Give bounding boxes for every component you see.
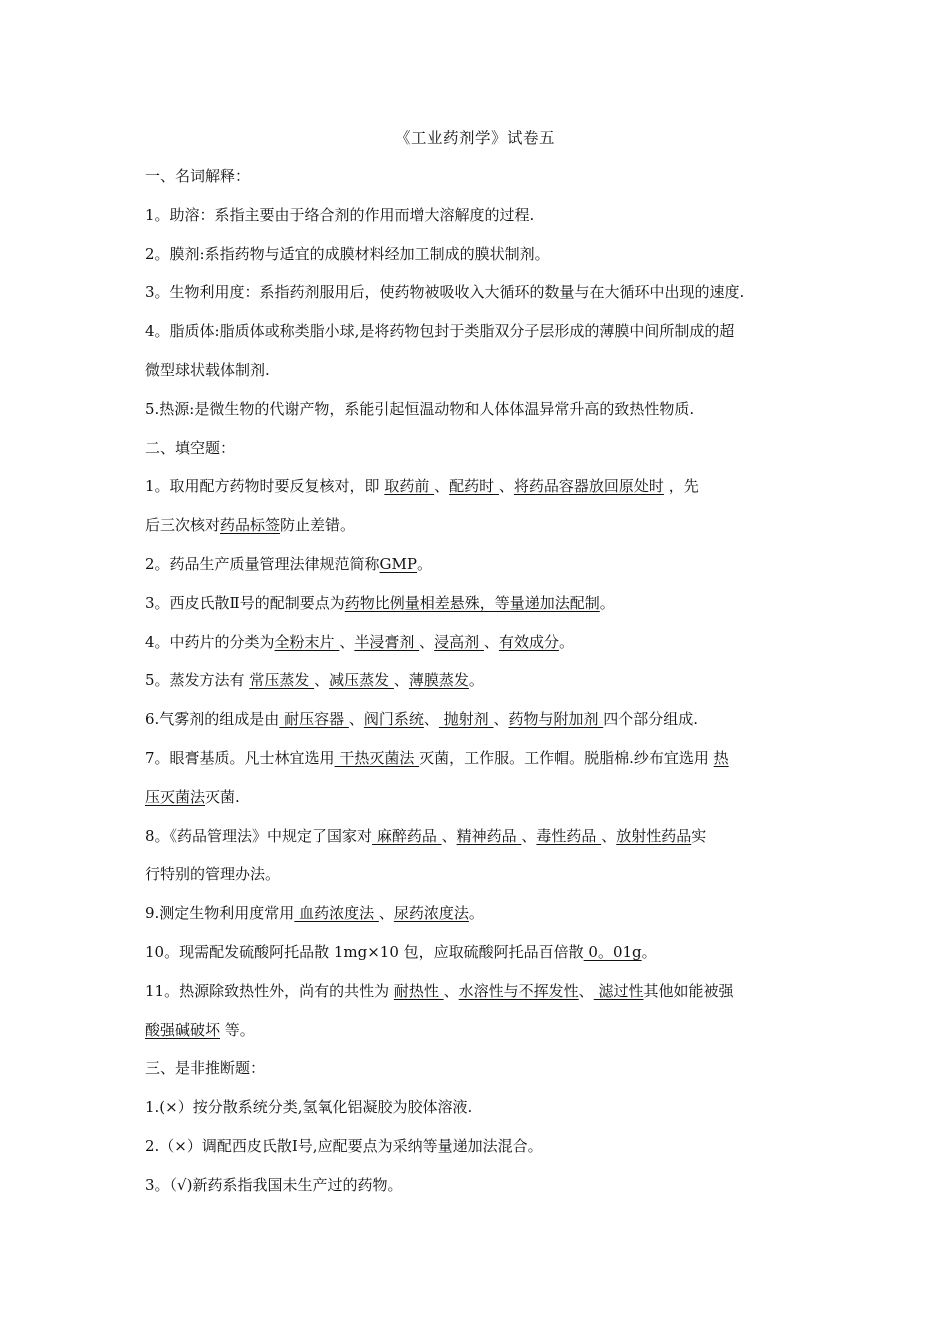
- fill-question-11: [145, 979, 815, 1018]
- document-body: [145, 164, 815, 1212]
- question-text: 、: [339, 632, 355, 651]
- answer-blank: 毒性药品: [536, 826, 602, 845]
- answer-blank: 取药前: [384, 477, 435, 496]
- definition-item: 4。脂质体:脂质体或称类脂小球,是将药物包封于类脂双分子层形成的薄膜中间所制成的超: [145, 322, 735, 341]
- question-text: 、: [423, 710, 439, 729]
- answer-blank: 麻醉药品: [372, 826, 442, 845]
- question-text: 等。: [220, 1020, 255, 1039]
- answer-blank: 精神药品: [456, 826, 522, 845]
- judgment-item: 3。（√)新药系指我国未生产过的药物。: [145, 1175, 403, 1194]
- question-text: 5。蒸发方法有: [145, 671, 250, 690]
- fill-question-5: [145, 668, 815, 707]
- question-text: 。: [468, 904, 484, 923]
- question-text: 灭菌.: [205, 787, 240, 806]
- answer-blank: 有效成分: [498, 632, 559, 651]
- question-text: 四个部分组成.: [603, 710, 699, 729]
- definition-item: 1。助溶：系指主要由于络合剂的作用而增大溶解度的过程.: [145, 205, 535, 224]
- definition-item-continued: 微型球状载体制剂.: [145, 360, 270, 379]
- answer-blank: 滤过性: [593, 981, 644, 1000]
- answer-blank: 抛射剂: [438, 710, 494, 729]
- fill-question-3: [145, 591, 815, 630]
- question-text: 10。现需配发硫酸阿托品散 1mg×10 包，应取硫酸阿托品百倍散: [145, 942, 584, 961]
- question-text: 1。取用配方药物时要反复核对，即: [145, 477, 385, 496]
- answer-blank: 药物与附加剂: [508, 710, 604, 729]
- judgment-item: 1.(×）按分散系统分类,氢氧化铝凝胶为胶体溶液.: [145, 1098, 473, 1117]
- fill-question-1-continued: [145, 513, 815, 552]
- fill-question-8: [145, 824, 815, 863]
- fill-question-4: [145, 630, 815, 669]
- answer-blank: 将药品容器放回原处时: [513, 477, 664, 496]
- question-text: 2。药品生产质量管理法律规范简称: [145, 554, 380, 573]
- question-text: 8。《药品管理法》中规定了国家对: [145, 826, 373, 845]
- fill-question-9: [145, 901, 815, 940]
- fill-question-6: [145, 707, 815, 746]
- answer-blank: 常压蒸发: [249, 671, 315, 690]
- answer-blank: 尿药浓度法: [393, 904, 469, 923]
- answer-blank: 血药浓度法: [294, 904, 379, 923]
- answer-blank: 耐热性: [393, 981, 444, 1000]
- question-text: 11。热源除致热性外，尚有的共性为: [145, 981, 394, 1000]
- answer-blank: 0。01g: [583, 942, 642, 961]
- answer-blank: 放射性药品: [616, 826, 692, 845]
- question-text: 6.气雾剂的组成是由: [145, 710, 280, 729]
- question-text: 、: [419, 632, 435, 651]
- question-text: 后三次核对: [145, 516, 221, 535]
- section-heading-definitions: 一、名词解释：: [145, 167, 251, 185]
- answer-blank: 药品标签: [220, 516, 281, 535]
- question-text: 实: [691, 826, 707, 845]
- question-text: 。: [599, 593, 615, 612]
- answer-blank: 薄膜蒸发: [408, 671, 469, 690]
- question-text: 、: [441, 826, 457, 845]
- question-text: 、: [493, 710, 509, 729]
- question-text: 7。眼膏基质。凡士林宜选用: [145, 748, 335, 767]
- definition-item: 2。膜剂:系指药物与适宜的成膜材料经加工制成的膜状制剂。: [145, 244, 550, 263]
- question-text: 其他如能被强: [643, 981, 734, 1000]
- definition-item: 3。生物利用度：系指药剂服用后，使药物被吸收入大循环的数量与在大循环中出现的速度.: [145, 283, 745, 302]
- answer-blank: 半浸膏剂: [354, 632, 420, 651]
- fill-question-2: [145, 552, 815, 591]
- section-heading-fill-in: 二、填空题：: [145, 438, 236, 457]
- answer-blank: 压灭菌法: [145, 787, 206, 806]
- question-text: 、: [521, 826, 537, 845]
- question-text: 。: [416, 554, 432, 573]
- question-text: 、: [498, 477, 514, 496]
- question-text: 3。西皮氏散Ⅱ号的配制要点为: [145, 593, 345, 612]
- document-title: 《工业药剂学》试卷五: [394, 129, 555, 147]
- answer-blank: 阀门系统: [363, 710, 424, 729]
- question-text: 、: [393, 671, 409, 690]
- answer-blank: 耐压容器: [279, 710, 349, 729]
- question-text: ，先: [663, 477, 699, 496]
- question-text: 9.测定生物利用度常用: [145, 904, 295, 923]
- question-text: 。: [558, 632, 574, 651]
- question-text: 、: [578, 981, 594, 1000]
- fill-question-8-continued: 行特别的管理办法。: [145, 865, 281, 884]
- question-text: 4。中药片的分类为: [145, 632, 275, 651]
- answer-blank: 热: [713, 748, 729, 767]
- answer-blank: 减压蒸发: [329, 671, 394, 690]
- question-text: 防止差错。: [280, 516, 356, 535]
- answer-blank: 水溶性与不挥发性: [458, 981, 579, 1000]
- question-text: 。: [468, 671, 484, 690]
- question-text: 、: [443, 981, 459, 1000]
- definition-item: 5.热源:是微生物的代谢产物，系能引起恒温动物和人体体温异常升高的致热性物质.: [145, 399, 695, 418]
- question-text: 、: [434, 477, 450, 496]
- fill-question-11-continued: [145, 1018, 815, 1057]
- section-heading-true-false: 三、是非推断题：: [145, 1059, 266, 1078]
- answer-blank: 药物比例量相差悬殊，等量递加法配制: [344, 593, 600, 612]
- answer-blank: 配药时: [449, 477, 499, 496]
- question-text: 、: [348, 710, 364, 729]
- answer-blank: 全粉末片: [274, 632, 340, 651]
- question-text: 、: [601, 826, 617, 845]
- answer-blank: 浸高剂: [434, 632, 484, 651]
- fill-question-7: [145, 746, 815, 785]
- question-text: 灭菌，工作服。工作帽。脱脂棉.纱布宜选用: [419, 748, 714, 767]
- answer-blank: 干热灭菌法: [334, 748, 420, 767]
- fill-question-10: [145, 940, 815, 979]
- question-text: 、: [483, 632, 499, 651]
- question-text: 。: [641, 942, 657, 961]
- fill-question-7-continued: [145, 785, 815, 824]
- question-text: 、: [378, 904, 394, 923]
- question-text: 、: [314, 671, 330, 690]
- fill-question-1: [145, 474, 815, 513]
- judgment-item: 2.（×）调配西皮氏散Ⅰ号,应配要点为采纳等量递加法混合。: [145, 1136, 543, 1155]
- answer-blank: GMP: [379, 554, 417, 573]
- answer-blank: 酸强碱破坏: [145, 1020, 221, 1039]
